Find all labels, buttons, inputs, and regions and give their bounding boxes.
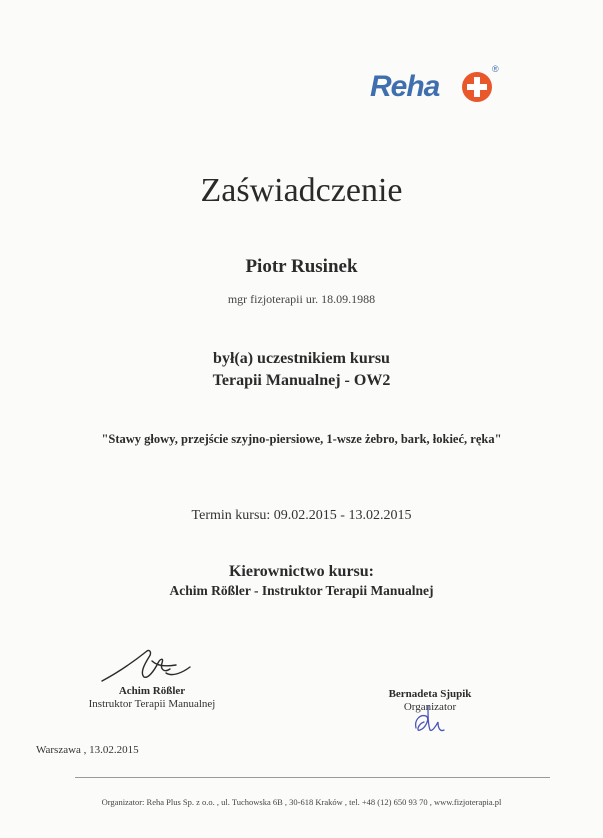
handwritten-signature-organizer bbox=[410, 702, 450, 736]
course-term: Termin kursu: 09.02.2015 - 13.02.2015 bbox=[191, 508, 412, 523]
signature-block-organizer bbox=[370, 688, 490, 748]
organizer-role: Organizator bbox=[403, 701, 457, 713]
course-name: Terapii Manualnej - OW2 bbox=[212, 372, 391, 389]
footer-divider bbox=[75, 777, 550, 778]
course-topics: "Stawy głowy, przejście szyjno-piersiowe, 1-wsze żebro, bark, łokieć, ręka" bbox=[101, 432, 502, 446]
instructor-role: Instruktor Terapii Manualnej bbox=[88, 698, 216, 710]
plus-cross-icon bbox=[460, 70, 494, 104]
organizer-name: Bernadeta Sjupik bbox=[388, 688, 472, 700]
signature-block-instructor bbox=[72, 643, 232, 713]
participant-line: był(a) uczestnikiem kursu bbox=[213, 350, 390, 367]
leadership-name: Achim Rößler - Instruktor Terapii Manualnej bbox=[169, 583, 434, 598]
place-and-date: Warszawa , 13.02.2015 bbox=[36, 744, 139, 756]
reha-plus-logo bbox=[370, 66, 500, 108]
footer-organizer-info: Organizator: Reha Plus Sp. z o.o. , ul. Tuchowska 6B , 30-618 Kraków , tel. +48 (12) 650 93 70 , www.fizjoterapia.pl bbox=[101, 797, 502, 807]
recipient-name: Piotr Rusinek bbox=[245, 256, 358, 277]
instructor-name: Achim Rößler bbox=[118, 685, 186, 697]
handwritten-signature-instructor bbox=[92, 643, 202, 688]
leadership-label: Kierownictwo kursu: bbox=[228, 563, 375, 580]
certificate-title: Zaświadczenie bbox=[200, 172, 403, 209]
registered-mark: ® bbox=[492, 64, 499, 74]
recipient-details: mgr fizjoterapii ur. 18.09.1988 bbox=[227, 292, 376, 306]
logo-text: Reha bbox=[370, 70, 440, 103]
